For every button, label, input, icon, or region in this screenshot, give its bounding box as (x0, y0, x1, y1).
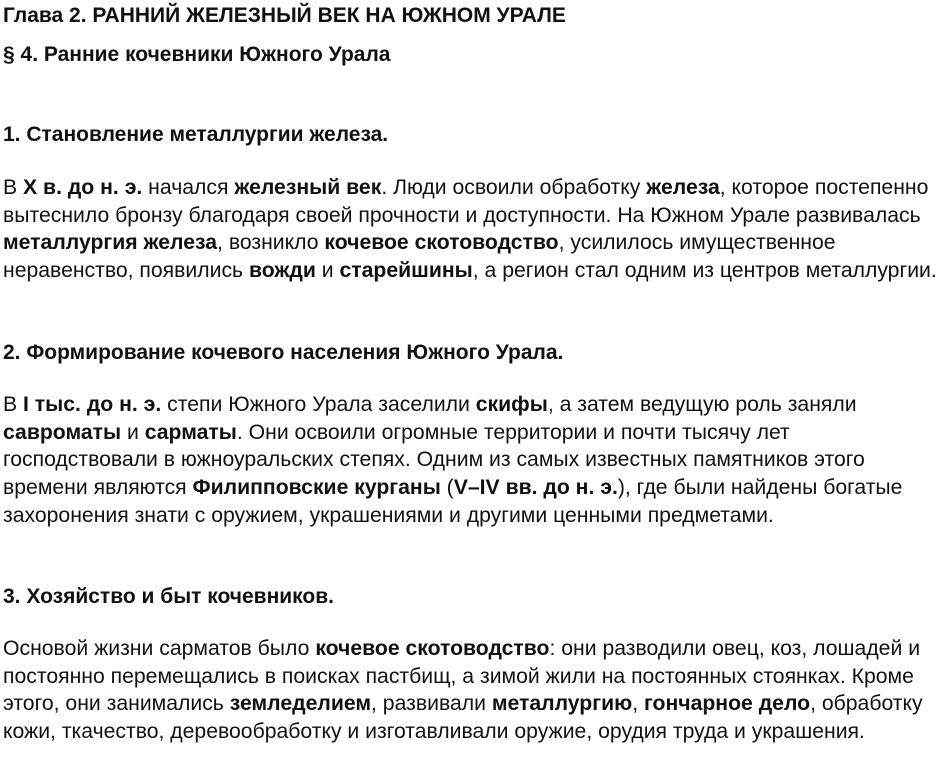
text-run: В (3, 393, 24, 416)
paragraph-metallurgy (3, 174, 949, 285)
bold-term: скифы (475, 393, 548, 416)
text-run: : они разводили овец, коз, лошадей и постоянно перемещались в поисках пастбищ, а зимой жили на постоянных стоянках. Кроме этого, они занимались (3, 637, 921, 716)
paragraph-nomad-population (3, 391, 949, 530)
text-run: , обработку кожи, ткачество, деревообработку и изготавливали оружие, орудия труда и украшения. (3, 692, 923, 744)
text-run: степи Южного Урала заселили (161, 393, 476, 416)
bold-term: савроматы (3, 420, 122, 444)
subheading-metallurgy: 1. Становление металлургии железа. (3, 123, 389, 146)
text-run: и (121, 420, 145, 444)
bold-term: V–IV вв. до н. э. (453, 476, 618, 500)
text-run: В (3, 176, 24, 199)
text-run: , (632, 692, 644, 716)
paragraph-economy-life (3, 635, 949, 746)
bold-term: I тыс. до н. э. (23, 393, 162, 416)
bold-term: X в. до н. э. (23, 176, 143, 199)
text-run: и (315, 259, 340, 283)
text-run: , а затем ведущую роль заняли (547, 393, 857, 416)
text-run: , возникло (217, 231, 325, 255)
bold-term: кочевое скотоводство (324, 231, 559, 255)
bold-term: железа (646, 176, 720, 199)
bold-term: старейшины (339, 259, 473, 283)
bold-term: металлургию (491, 692, 633, 716)
subheading-economy-life: 3. Хозяйство и быт кочевников. (3, 585, 334, 608)
text-run: ), где были найдены богатые захоронения знати с оружием, украшениями и другими ценными предметами. (3, 476, 903, 527)
bold-term: вожди (248, 259, 316, 283)
text-run: ( (440, 476, 454, 500)
text-run: , а регион стал одним из центров металлургии. (472, 259, 937, 283)
text-run: . Они освоили огромные территории и почти тысячу лет господствовали в южноуральских степях. Одним из самых известных памятников этого времени являются (3, 420, 865, 500)
bold-term: сарматы (144, 420, 237, 444)
bold-term: земледелием (229, 692, 372, 716)
text-run: , усилилось имущественное неравенство, появились (3, 231, 836, 283)
text-run: , развивали (371, 692, 492, 716)
text-run: Основой жизни сарматов было (3, 637, 316, 660)
chapter-title: Глава 2. РАННИЙ ЖЕЛЕЗНЫЙ ВЕК НА ЮЖНОМ УРАЛЕ (3, 4, 566, 27)
text-run: . Люди освоили обработку (381, 176, 647, 199)
bold-term: металлургия железа (3, 231, 218, 255)
text-run: начался (142, 176, 235, 199)
text-run: , которое постепенно вытеснило бронзу благодаря своей прочности и доступности. На Южном Урале развивалась (3, 176, 929, 227)
bold-term: кочевое скотоводство (315, 637, 550, 660)
section-title: § 4. Ранние кочевники Южного Урала (3, 43, 391, 66)
bold-term: Филипповские курганы (192, 476, 441, 500)
subheading-nomad-population: 2. Формирование кочевого населения Южного Урала. (3, 341, 564, 364)
bold-term: гончарное дело (643, 692, 811, 716)
bold-term: железный век (234, 176, 382, 199)
